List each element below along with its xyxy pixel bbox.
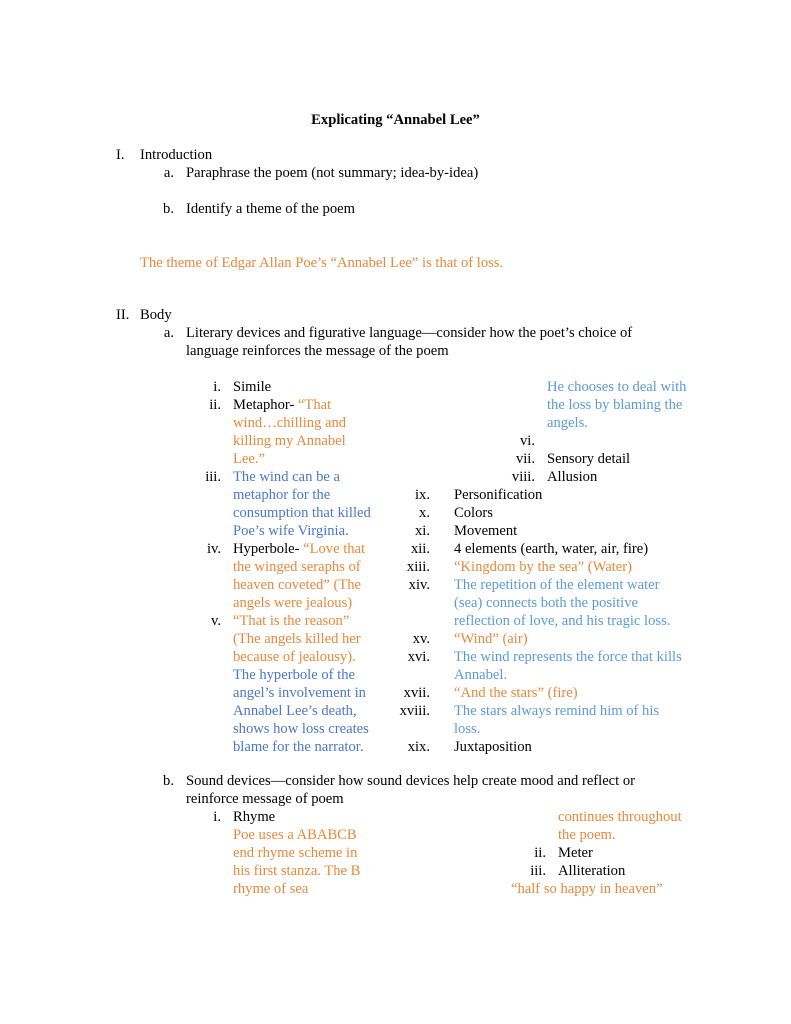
metaphor-quote: wind…chilling and bbox=[233, 415, 347, 431]
device-juxtaposition: Juxtaposition bbox=[454, 739, 532, 755]
element-air-quote: “Wind” (air) bbox=[454, 631, 528, 647]
rhyme-note: rhyme of sea bbox=[233, 881, 309, 897]
metaphor-quote: Lee.” bbox=[233, 451, 265, 467]
list-number: i. bbox=[213, 379, 221, 395]
hyperbole-quote: (The angels killed her bbox=[233, 631, 361, 647]
element-water-quote: “Kingdom by the sea” (Water) bbox=[454, 559, 632, 575]
element-air-note: The wind represents the force that kills bbox=[454, 649, 682, 665]
hyperbole-quote: angels were jealous) bbox=[233, 595, 353, 611]
intro-a-marker: a. bbox=[163, 165, 174, 181]
theme-statement: The theme of Edgar Allan Poe’s “Annabel Lee” is that of loss. bbox=[140, 255, 504, 271]
body-a-marker: a. bbox=[163, 325, 174, 341]
device-hyperbole bbox=[233, 540, 365, 558]
page-title: Explicating “Annabel Lee” bbox=[311, 112, 480, 128]
metaphor-explanation: angels. bbox=[547, 415, 588, 431]
section-heading-intro: Introduction bbox=[140, 147, 213, 163]
device-sensory-detail: Sensory detail bbox=[547, 451, 631, 467]
list-number: iv. bbox=[206, 541, 221, 557]
metaphor-quote: killing my Annabel bbox=[233, 433, 346, 449]
device-hyperbole-label: Hyperbole- bbox=[233, 541, 304, 557]
metaphor-note: The wind can be a bbox=[233, 469, 340, 485]
rhyme-note: the poem. bbox=[558, 827, 616, 843]
element-fire-note: loss. bbox=[454, 721, 481, 737]
list-number: xii. bbox=[410, 541, 430, 557]
list-number: vii. bbox=[515, 451, 535, 467]
hyperbole-quote: heaven coveted” (The bbox=[233, 577, 362, 593]
section-number-body: II. bbox=[116, 307, 130, 323]
body-b-text-line1: Sound devices—consider how sound devices help create mood and reflect or bbox=[186, 773, 636, 789]
list-number: v. bbox=[211, 613, 221, 629]
rhyme-note: continues throughout bbox=[558, 809, 682, 825]
body-b-text-line2: reinforce message of poem bbox=[186, 791, 344, 807]
list-number: xvii. bbox=[403, 685, 430, 701]
hyperbole-note: Annabel Lee’s death, bbox=[233, 703, 357, 719]
alliteration-quote: “half so happy in heaven” bbox=[511, 881, 663, 897]
intro-b-text: Identify a theme of the poem bbox=[186, 201, 355, 217]
element-water-note: reflection of love, and his tragic loss. bbox=[454, 613, 671, 629]
device-four-elements: 4 elements (earth, water, air, fire) bbox=[454, 541, 649, 557]
list-number: vi. bbox=[520, 433, 535, 449]
element-fire-note: The stars always remind him of his bbox=[454, 703, 660, 719]
list-number: x. bbox=[419, 505, 430, 521]
intro-a-text: Paraphrase the poem (not summary; idea-by-idea) bbox=[186, 165, 479, 181]
body-b-marker: b. bbox=[163, 773, 174, 789]
section-heading-body: Body bbox=[140, 307, 172, 323]
metaphor-explanation: He chooses to deal with bbox=[547, 379, 687, 395]
list-number: xv. bbox=[412, 631, 430, 647]
list-number: xiii. bbox=[406, 559, 430, 575]
body-a-text-line2: language reinforces the message of the poem bbox=[186, 343, 449, 359]
device-movement: Movement bbox=[454, 523, 518, 539]
element-fire-quote: “And the stars” (fire) bbox=[454, 685, 578, 701]
metaphor-note: consumption that killed bbox=[233, 505, 371, 521]
metaphor-explanation: the loss by blaming the bbox=[547, 397, 683, 413]
list-number: ii. bbox=[534, 845, 546, 861]
hyperbole-note: angel’s involvement in bbox=[233, 685, 366, 701]
rhyme-note: his first stanza. The B bbox=[233, 863, 361, 879]
hyperbole-note: shows how loss creates bbox=[233, 721, 369, 737]
section-number-intro: I. bbox=[116, 147, 125, 163]
list-number: iii. bbox=[530, 863, 546, 879]
metaphor-note: metaphor for the bbox=[233, 487, 331, 503]
rhyme-note: Poe uses a ABABCB bbox=[233, 827, 357, 843]
hyperbole-quote: the winged seraphs of bbox=[233, 559, 361, 575]
device-colors: Colors bbox=[454, 505, 493, 521]
device-simile: Simile bbox=[233, 379, 272, 395]
device-metaphor bbox=[233, 396, 331, 414]
sound-rhyme: Rhyme bbox=[233, 809, 276, 825]
list-number: ii. bbox=[209, 397, 221, 413]
hyperbole-quote: “Love that bbox=[303, 541, 366, 557]
list-number: xvi. bbox=[407, 649, 430, 665]
element-water-note: (sea) connects both the positive bbox=[454, 595, 638, 611]
rhyme-note: end rhyme scheme in bbox=[233, 845, 358, 861]
hyperbole-note: blame for the narrator. bbox=[233, 739, 364, 755]
device-allusion: Allusion bbox=[547, 469, 598, 485]
hyperbole-quote: “That is the reason” bbox=[233, 613, 350, 629]
body-a-text-line1: Literary devices and figurative language—consider how the poet’s choice of bbox=[186, 325, 633, 341]
metaphor-quote: “That bbox=[297, 397, 332, 413]
intro-b-marker: b. bbox=[163, 201, 174, 217]
element-water-note: The repetition of the element water bbox=[454, 577, 660, 593]
list-number: xiv. bbox=[408, 577, 430, 593]
sound-alliteration: Alliteration bbox=[558, 863, 626, 879]
list-number: xviii. bbox=[399, 703, 430, 719]
list-number: iii. bbox=[205, 469, 221, 485]
device-metaphor-label: Metaphor- bbox=[233, 397, 298, 413]
list-number: viii. bbox=[511, 469, 535, 485]
list-number: xi. bbox=[415, 523, 430, 539]
element-air-note: Annabel. bbox=[454, 667, 508, 683]
list-number: ix. bbox=[415, 487, 430, 503]
metaphor-note: Poe’s wife Virginia. bbox=[233, 523, 349, 539]
list-number: i. bbox=[213, 809, 221, 825]
device-personification: Personification bbox=[454, 487, 543, 503]
list-number: xix. bbox=[407, 739, 430, 755]
hyperbole-quote: because of jealousy). bbox=[233, 649, 356, 665]
sound-meter: Meter bbox=[558, 845, 593, 861]
hyperbole-note: The hyperbole of the bbox=[233, 667, 355, 683]
